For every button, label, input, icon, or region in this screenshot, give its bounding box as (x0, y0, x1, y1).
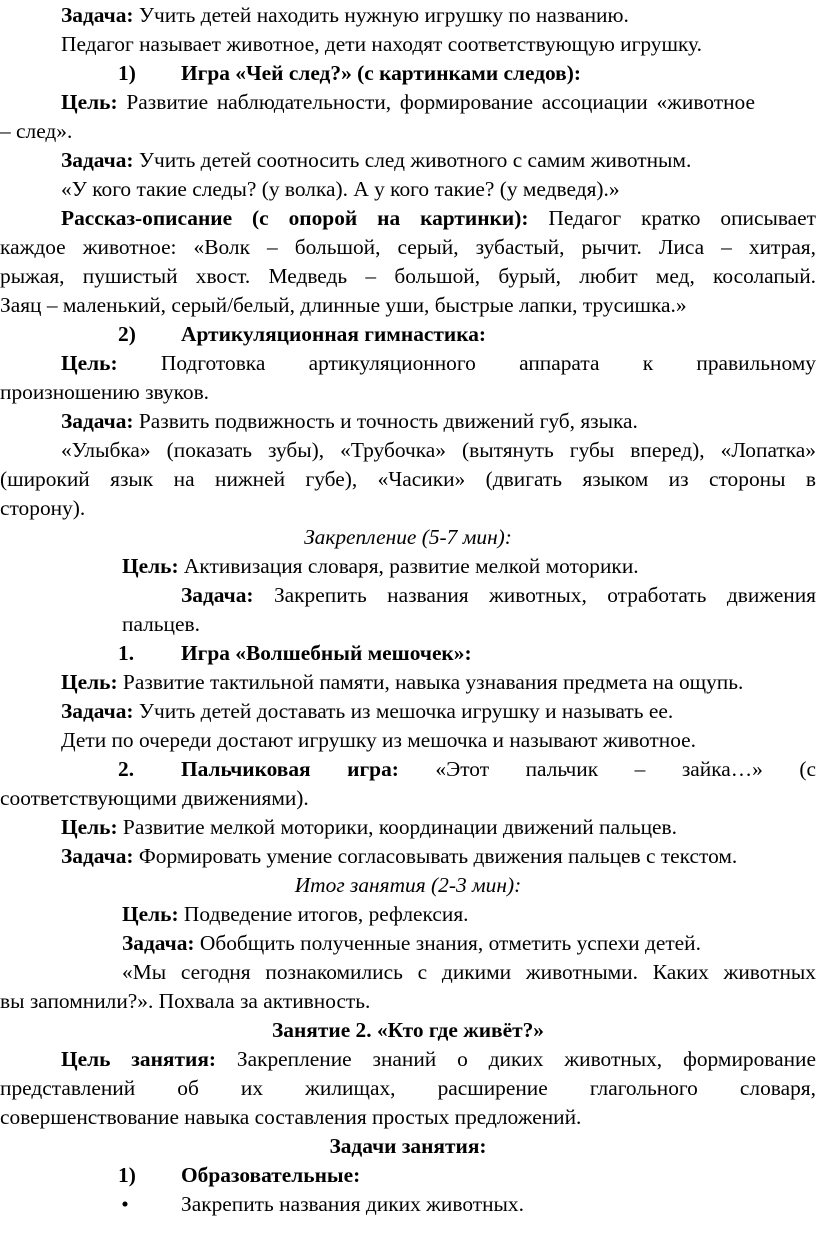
consolidation-heading: Закрепление (5-7 мин): (304, 525, 512, 549)
edu-number: 1) (118, 1163, 136, 1187)
goal-label: Цель: (122, 554, 179, 578)
lesson2-goal-line2: представлений об их жилищах, расширение глагольного словаря, (0, 1076, 816, 1100)
task-line (0, 0, 816, 30)
game1-goal-line1 (0, 87, 755, 117)
goal-text: Активизация словаря, развитие мелкой моторики. (178, 554, 639, 578)
finger-game-title: Пальчиковая игра: (181, 757, 399, 781)
artic-goal-line2: произношению звуков. (0, 380, 210, 404)
task-text: Обобщить полученные знания, отметить успехи детей. (194, 931, 701, 955)
goal-text: Закрепление знаний о диких животных, формирование (216, 1047, 816, 1071)
task-text: Учить детей соотносить след животного с самим животным. (133, 148, 692, 172)
instruction-line: Педагог называет животное, дети находят соответствующую игрушку. (61, 32, 702, 56)
goal-label: Цель: (61, 351, 118, 375)
edu-title: Образовательные: (181, 1163, 361, 1187)
goal-label: Цель: (61, 90, 118, 114)
bullet-icon: • (121, 1192, 129, 1216)
finger-game-line2: соответствующими движениями). (0, 786, 309, 810)
story-text: Педагог кратко описывает (528, 206, 816, 230)
goal-text: Развитие тактильной памяти, навыка узнавания предмета на ощупь. (117, 670, 744, 694)
bag-game-goal-line (0, 667, 816, 697)
story-label: Рассказ-описание (с опорой на картинки): (61, 206, 529, 230)
bag-game-title: Игра «Волшебный мешочек»: (181, 641, 472, 665)
task-label: Задача: (122, 931, 195, 955)
goal-label: Цель занятия: (61, 1047, 217, 1071)
finger-game-task-line (0, 841, 816, 871)
goal-text: Подготовка артикуляционного аппарата к правильному (117, 351, 816, 375)
artic-number: 2) (118, 322, 136, 346)
task-label: Задача: (61, 844, 134, 868)
summary-quote-line2: вы запомнили?». Похвала за активность. (0, 989, 371, 1013)
task-label: Задача: (61, 409, 134, 433)
goal-label: Цель: (61, 670, 118, 694)
artic-task-line (0, 406, 816, 436)
artic-exercises-line3: сторону). (0, 496, 86, 520)
summary-quote-line1: «Мы сегодня познакомились с дикими животными. Каких животных (122, 960, 816, 984)
artic-exercises-line2: (широкий язык на нижней губе), «Часики» (двигать языком из стороны в (0, 467, 816, 491)
task-text: Развить подвижность и точность движений губ, языка. (133, 409, 638, 433)
summary-task-line (0, 928, 816, 958)
bag-game-description: Дети по очереди достают игрушку из мешочка и называют животное. (61, 728, 697, 752)
game1-goal-line2: – след». (0, 119, 73, 143)
lesson2-goal-line3: совершенствование навыка составления простых предложений. (0, 1105, 582, 1129)
summary-goal-line (0, 899, 816, 929)
task-text: Учить детей находить нужную игрушку по названию. (133, 3, 629, 27)
story-line3: рыжая, пушистый хвост. Медведь – большой, бурый, любит мед, косолапый. (0, 264, 816, 288)
goal-label: Цель: (122, 902, 179, 926)
lesson2-goal-line1 (0, 1044, 816, 1074)
finger-game-title-line (181, 754, 816, 784)
artic-title: Артикуляционная гимнастика: (181, 322, 487, 346)
task-label: Задача: (61, 3, 134, 27)
lesson2-title: Занятие 2. «Кто где живёт?» (272, 1018, 544, 1042)
task-label: Задача: (61, 148, 134, 172)
artic-exercises-line1: «Улыбка» (показать зубы), «Трубочка» (вытянуть губы вперед), «Лопатка» (61, 438, 816, 462)
task-text: Закрепить названия животных, отработать движения (253, 583, 816, 607)
finger-game-number: 2. (118, 757, 135, 781)
story-line4: Заяц – маленький, серый/белый, длинные уши, быстрые лапки, трусишка.» (0, 293, 687, 317)
bag-game-number: 1. (118, 641, 135, 665)
consolidation-task-line1 (0, 580, 816, 610)
task-label: Задача: (61, 699, 134, 723)
task-text: Учить детей доставать из мешочка игрушку и называть ее. (133, 699, 674, 723)
game1-title: Игра «Чей след?» (с картинками следов): (181, 61, 581, 85)
summary-heading: Итог занятия (2-3 мин): (294, 873, 522, 897)
story-line1 (0, 203, 816, 233)
goal-label: Цель: (61, 815, 118, 839)
goal-text: Развитие мелкой моторики, координации движений пальцев. (117, 815, 677, 839)
artic-goal-line1 (0, 348, 816, 378)
story-line2: каждое животное: «Волк – большой, серый, зубастый, рычит. Лиса – хитрая, (0, 235, 816, 259)
bag-game-task-line (0, 696, 816, 726)
task-label: Задача: (181, 583, 254, 607)
consolidation-goal-line (0, 551, 816, 581)
goal-text: Подведение итогов, рефлексия. (178, 902, 469, 926)
finger-game-text: «Этот пальчик – зайка…» (с (398, 757, 816, 781)
game1-number: 1) (118, 61, 136, 85)
task-text: Формировать умение согласовывать движения пальцев с текстом. (133, 844, 738, 868)
bullet-text: Закрепить названия диких животных. (181, 1192, 524, 1216)
goal-text: Развитие наблюдательности, формирование ассоциации «животное (117, 90, 755, 114)
tasks-heading: Задачи занятия: (329, 1134, 487, 1158)
finger-game-goal-line (0, 812, 816, 842)
consolidation-task-line2: пальцев. (122, 612, 200, 636)
game1-quote: «У кого такие следы? (у волка). А у кого такие? (у медведя).» (61, 177, 620, 201)
game1-task-line (0, 145, 816, 175)
